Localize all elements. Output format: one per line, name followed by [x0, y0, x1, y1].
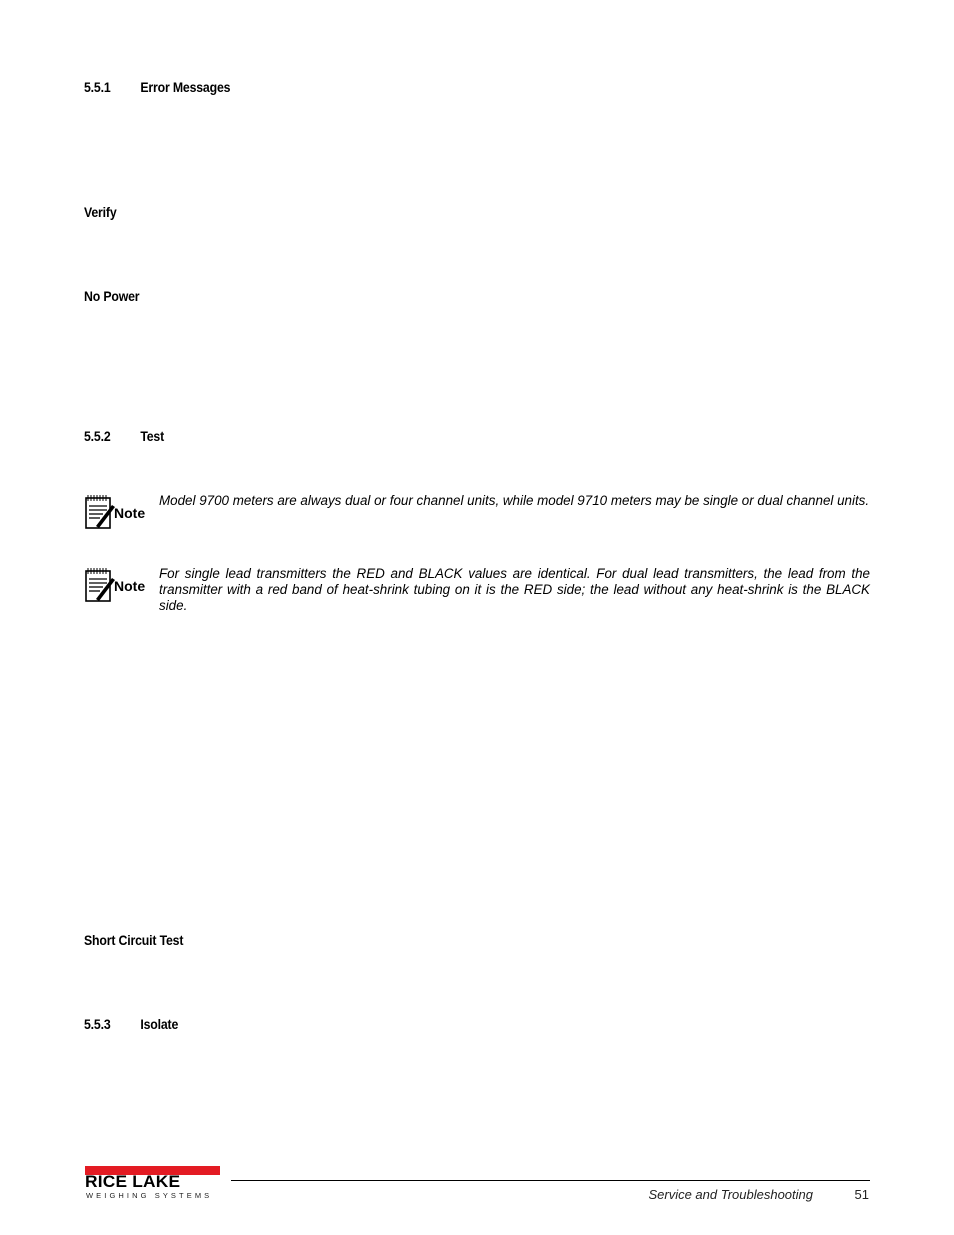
footer-section-name: Service and Troubleshooting — [648, 1187, 813, 1202]
rice-lake-logo — [85, 1166, 221, 1202]
note-label: Note — [114, 505, 146, 521]
section-heading-5-5-3 — [84, 1016, 178, 1032]
section-heading-5-5-1 — [84, 79, 230, 95]
subheading-verify: Verify — [84, 204, 117, 220]
section-title: Isolate — [140, 1016, 179, 1032]
section-number: 5.5.2 — [84, 428, 111, 444]
section-title: Test — [140, 428, 165, 444]
note-text: Model 9700 meters are always dual or four channel units, while model 9710 meters may be single or dual channel units. — [159, 493, 870, 508]
note-text: For single lead transmitters the RED and BLACK values are identical. For dual lead transmitters, the lead from the transmitter with a red band of heat-shrink tubing on it is the RED side; the lead without any heat-shrink is the BLACK side. — [159, 566, 870, 613]
section-number: 5.5.3 — [84, 1016, 111, 1032]
section-number: 5.5.1 — [84, 79, 111, 95]
footer-rule — [231, 1180, 870, 1181]
logo-text: RICE LAKE — [85, 1172, 181, 1191]
section-title: Error Messages — [140, 79, 231, 95]
subheading-short-circuit-test: Short Circuit Test — [84, 932, 184, 948]
footer-page-number: 51 — [854, 1187, 869, 1202]
note-label: Note — [114, 578, 146, 594]
subheading-no-power: No Power — [84, 288, 140, 304]
section-heading-5-5-2 — [84, 428, 164, 444]
logo-subtext: WEIGHING SYSTEMS — [86, 1191, 213, 1200]
